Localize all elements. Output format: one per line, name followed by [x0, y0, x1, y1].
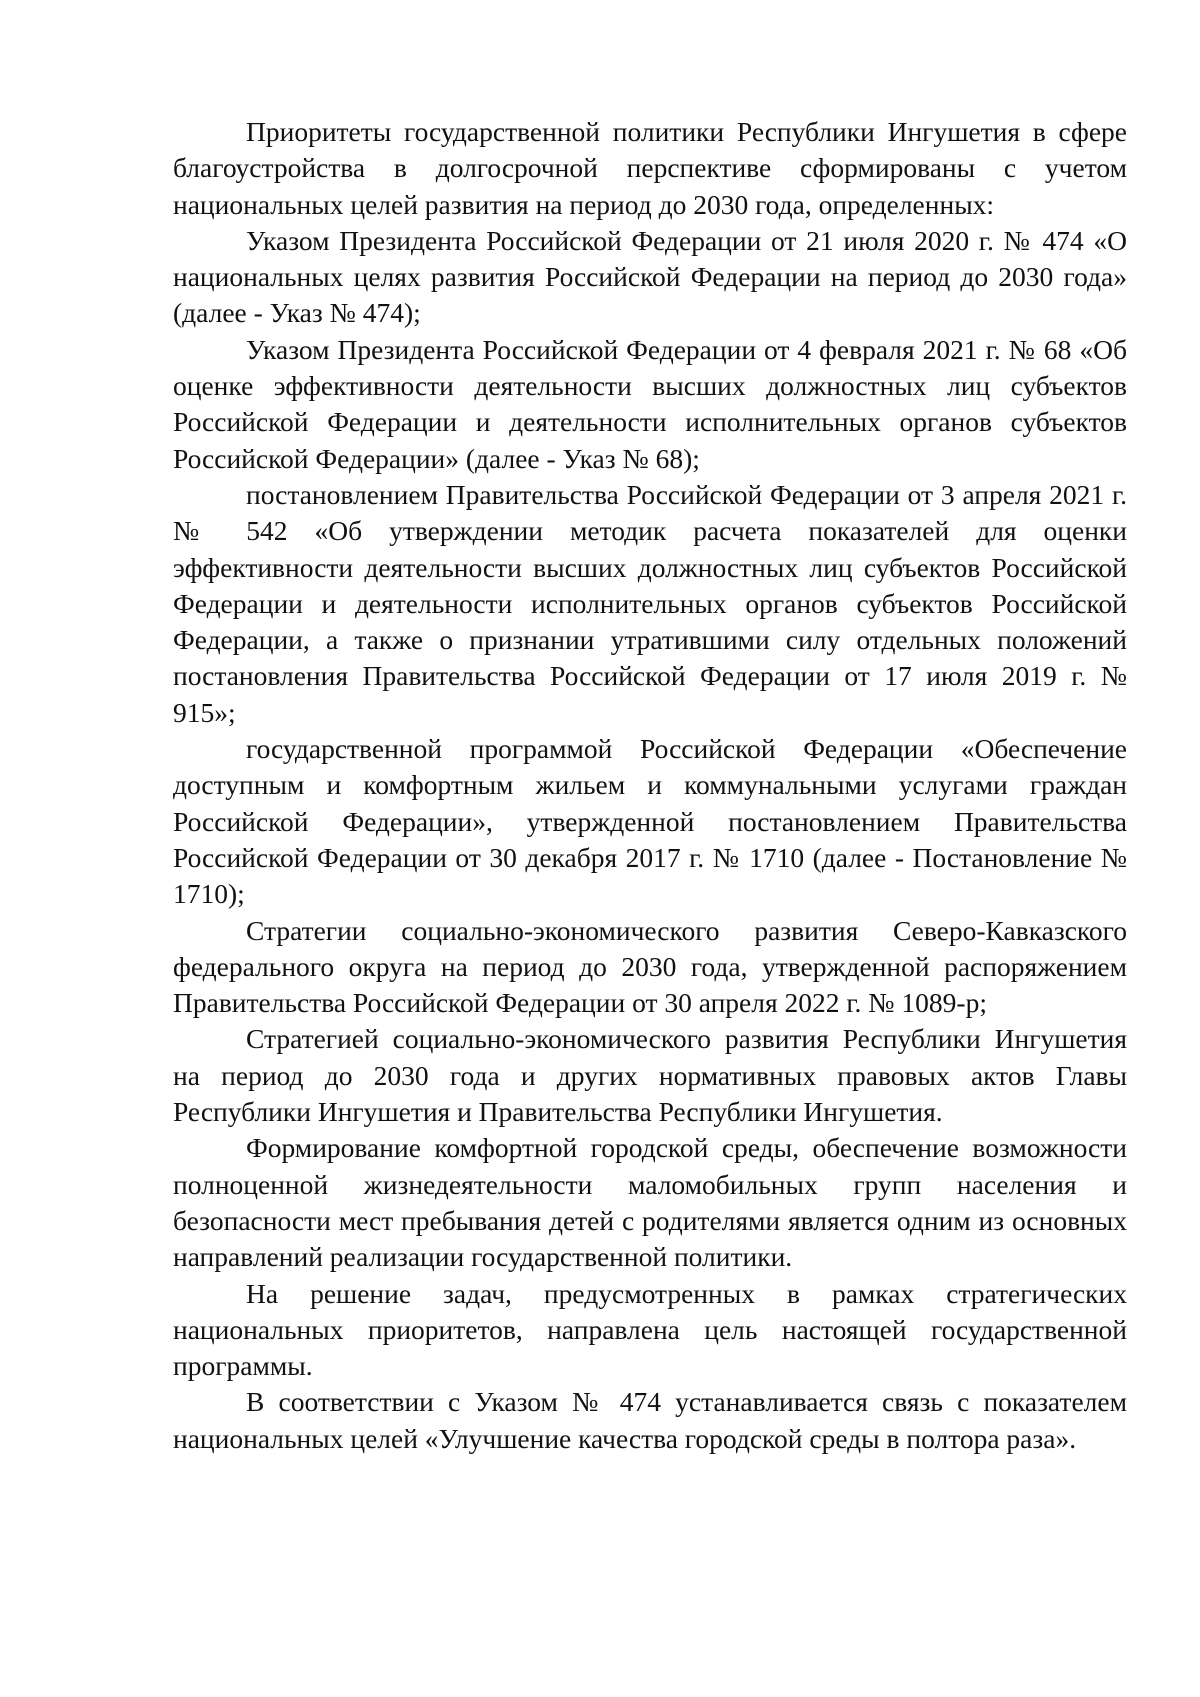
paragraph-decree-474: Указом Президента Российской Федерации от 21 июля 2020 г. № 474 «О национальных целях развития Российской Федерации на период до 2030 года» (далее - Указ № 474);: [173, 224, 1127, 329]
paragraph-skfo-strategy: Стратегии социально-экономического развития Северо-Кавказского федерального округа на период до 2030 года, утвержденной распоряжением Правительства Российской Федерации от 30 апреля 2022 г. № 1089-р;: [173, 914, 1127, 1019]
paragraph-decree-68: Указом Президента Российской Федерации от 4 февраля 2021 г. № 68 «Об оценке эффективности деятельности высших должностных лиц субъектов Российской Федерации и деятельности исполнительных органов субъектов Российской Федерации» (далее - Указ № 68);: [173, 333, 1127, 474]
paragraph-program-goal: На решение задач, предусмотренных в рамках стратегических национальных приоритетов, направлена цель настоящей государственной программы.: [173, 1277, 1127, 1382]
paragraph-national-goals-link: В соответствии с Указом № 474 устанавливается связь с показателем национальных целей «Улучшение качества городской среды в полтора раза».: [173, 1386, 1127, 1454]
paragraph-ingushetia-strategy: Стратегией социально-экономического развития Республики Ингушетия на период до 2030 года и других нормативных правовых актов Главы Республики Ингушетия и Правительства Республики Ингушетия.: [173, 1023, 1127, 1128]
document-body: [173, 114, 1127, 1457]
paragraph-urban-environment: Формирование комфортной городской среды, обеспечение возможности полноценной жизнедеятельности маломобильных групп населения и безопасности мест пребывания детей с родителями является одним из основных направлений реализации государственной политики.: [173, 1132, 1127, 1273]
paragraph-state-program: государственной программой Российской Федерации «Обеспечение доступным и комфортным жильем и коммунальными услугами граждан Российской Федерации», утвержденной постановлением Правительства Российской Федерации от 30 декабря 2017 г. № 1710 (далее - Постановление № 1710);: [173, 733, 1127, 910]
paragraph-priorities: Приоритеты государственной политики Республики Ингушетия в сфере благоустройства в долгосрочной перспективе сформированы с учетом национальных целей развития на период до 2030 года, определенных:: [173, 116, 1127, 220]
paragraph-resolution-542: постановлением Правительства Российской Федерации от 3 апреля 2021 г. № 542 «Об утверждении методик расчета показателей для оценки эффективности деятельности высших должностных лиц субъектов Российской Федерации и деятельности исполнительных органов субъектов Российской Федерации, а также о признании утратившими силу отдельных положений постановления Правительства Российской Федерации от 17 июля 2019 г. № 915»;: [173, 478, 1127, 728]
